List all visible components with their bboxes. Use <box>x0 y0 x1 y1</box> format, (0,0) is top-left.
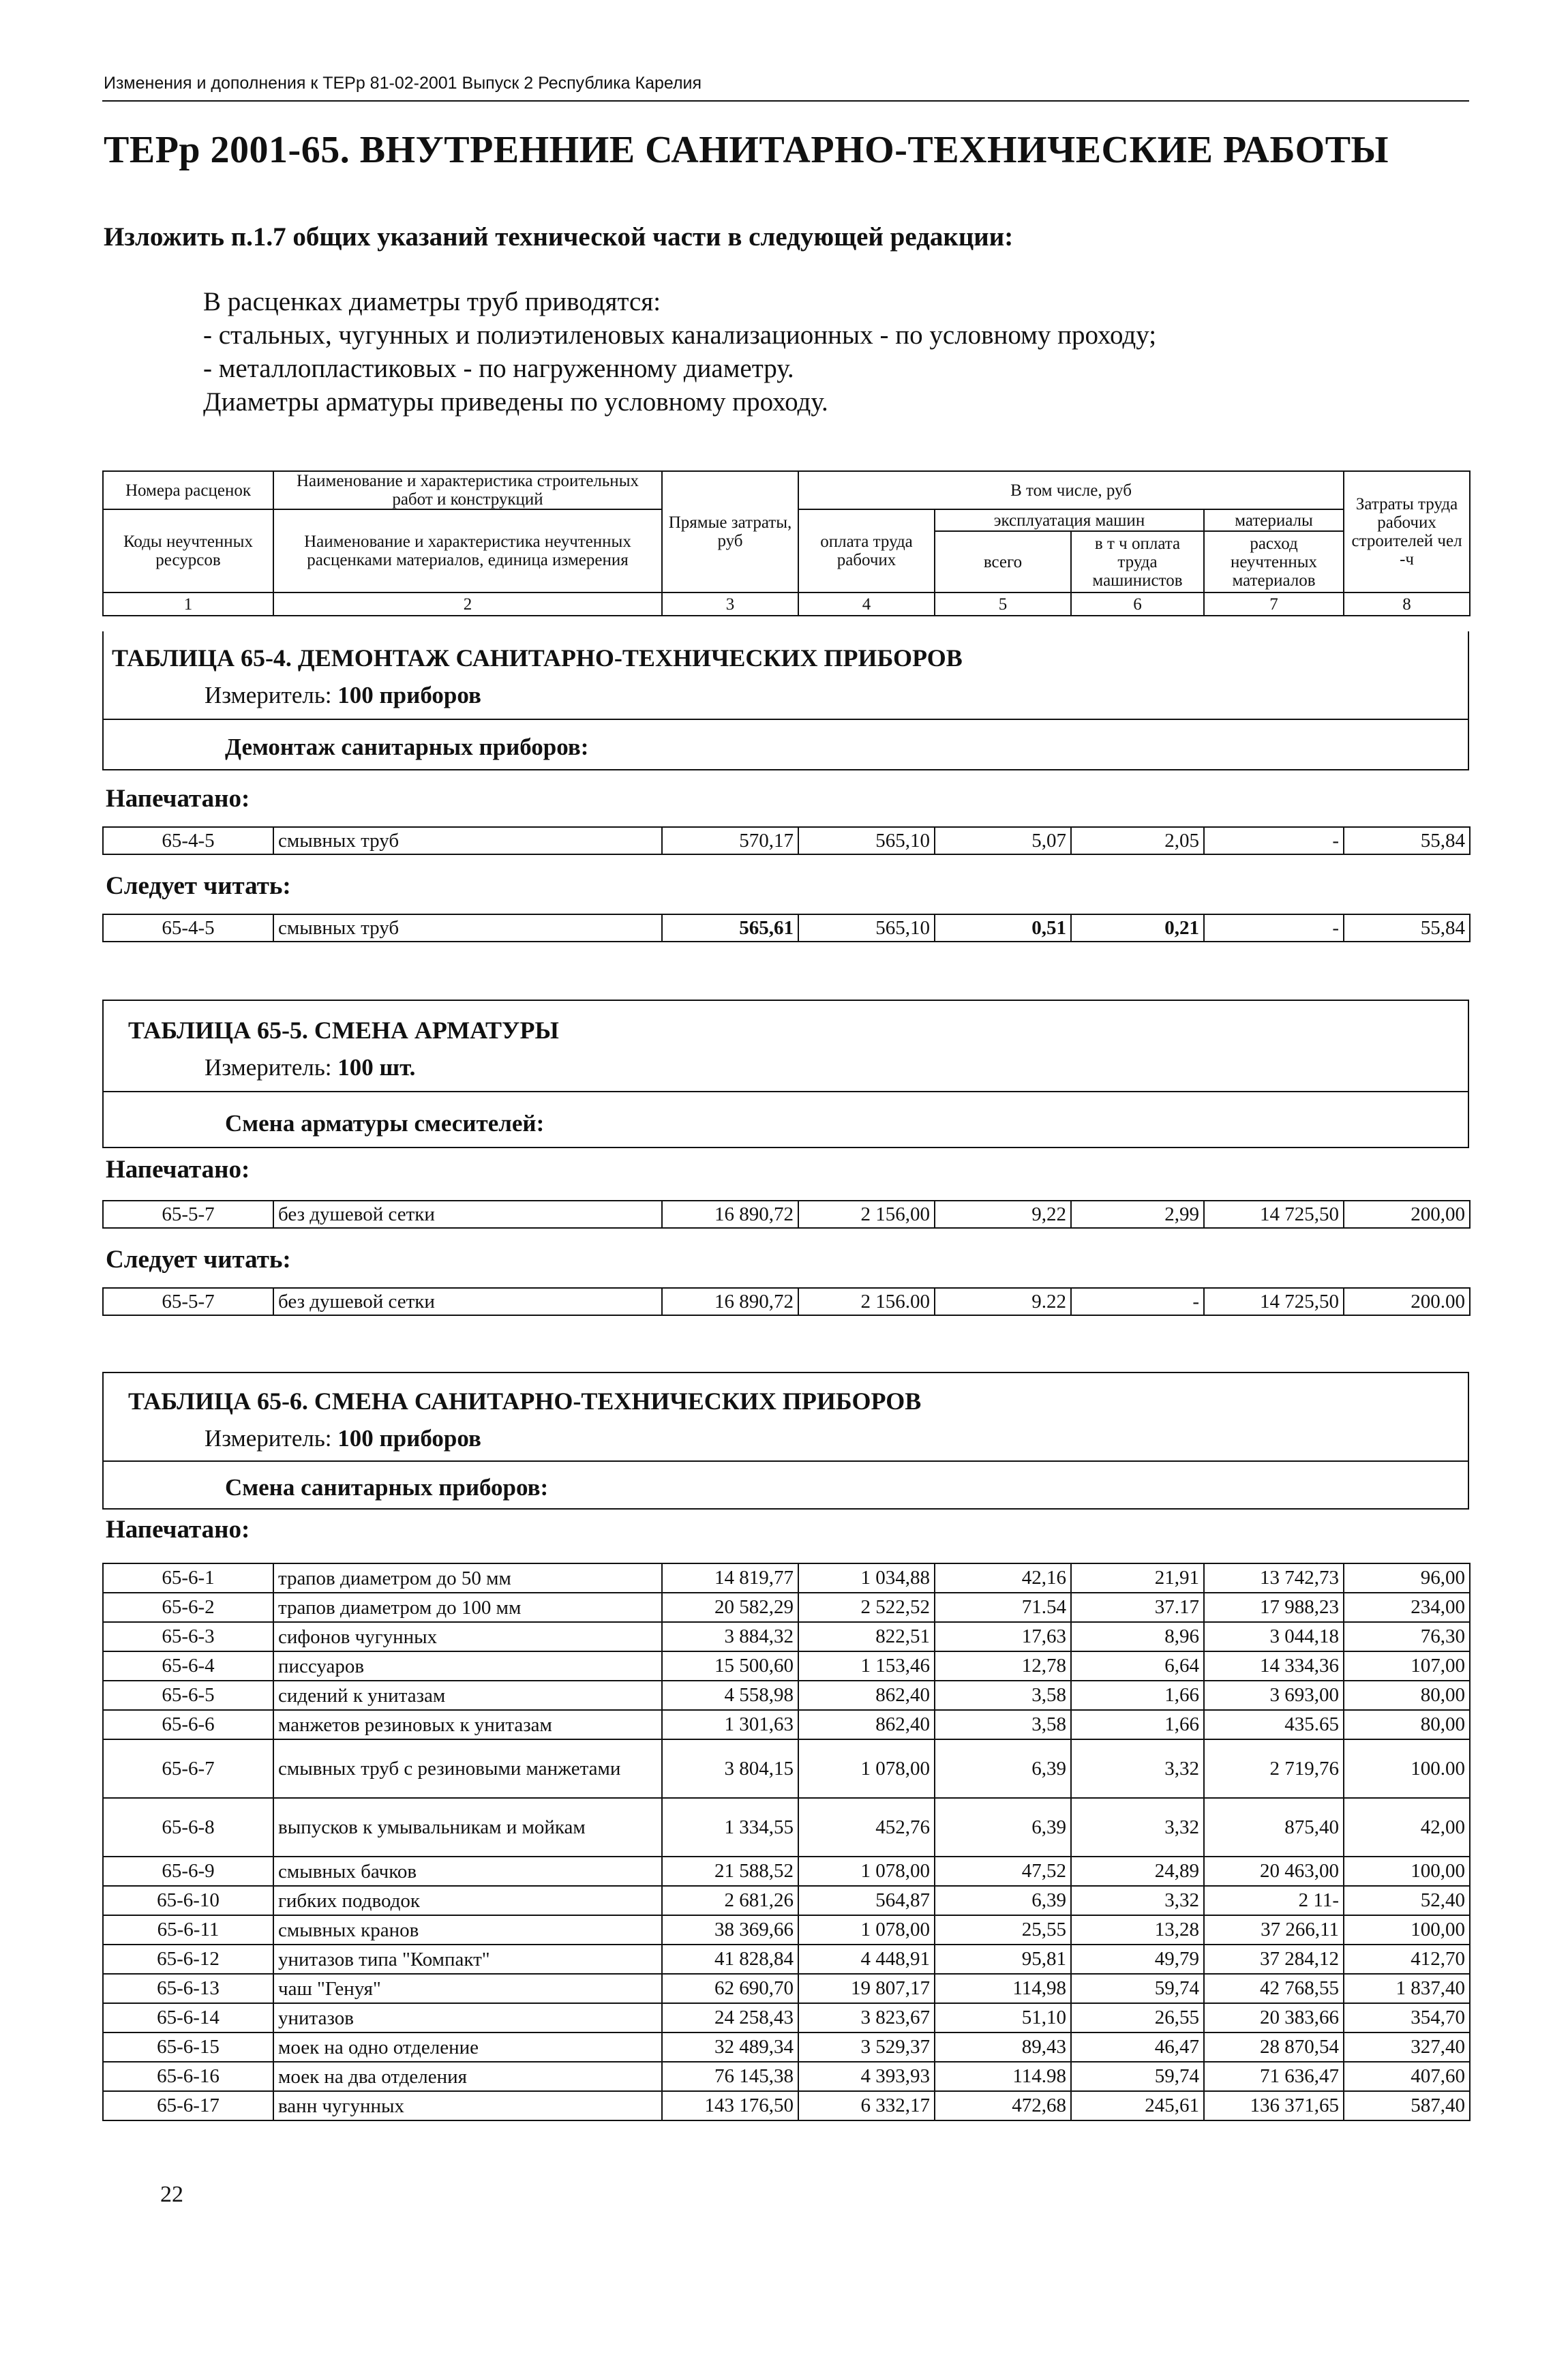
cell-labor-costs: 100.00 <box>1344 1739 1470 1798</box>
hdr-including: В том числе, руб <box>798 471 1344 509</box>
hdr-num: 1 <box>103 592 273 616</box>
cell-operator-wages: 13,28 <box>1071 1915 1204 1945</box>
cell-wages: 1 078,00 <box>798 1915 935 1945</box>
cell-rate-code: 65-6-3 <box>103 1622 273 1651</box>
cell-materials: 14 725,50 <box>1204 1288 1344 1315</box>
cell-machines-total: 114.98 <box>935 2062 1071 2091</box>
table-row <box>103 1886 1470 1915</box>
cell-labor-costs: 100,00 <box>1344 1915 1470 1945</box>
hdr-operator-wages: в т ч оплата труда машинистов <box>1071 531 1204 592</box>
cell-machines-total: 6,39 <box>935 1798 1071 1857</box>
cell-direct-costs: 41 828,84 <box>662 1945 798 1974</box>
cell-item-name: писсуаров <box>273 1651 662 1681</box>
cell-materials: 71 636,47 <box>1204 2062 1344 2091</box>
table-row <box>103 1915 1470 1945</box>
cell-direct-costs: 2 681,26 <box>662 1886 798 1915</box>
instruction-heading: Изложить п.1.7 общих указаний технической части в следующей редакции: <box>104 222 1014 252</box>
column-header-table <box>102 470 1471 616</box>
should-read-label: Следует читать: <box>106 1246 291 1274</box>
hdr-material-name: Наименование и характеристика неучтенных расценками материалов, единица измерения <box>273 509 662 592</box>
cell-materials: - <box>1204 827 1344 854</box>
cell-materials: 37 266,11 <box>1204 1915 1344 1945</box>
cell-wages: 565,10 <box>798 827 935 854</box>
cell-machines-total: 12,78 <box>935 1651 1071 1681</box>
cell-operator-wages: 245,61 <box>1071 2091 1204 2120</box>
cell-operator-wages: 3,32 <box>1071 1886 1204 1915</box>
cell-wages: 3 823,67 <box>798 2003 935 2032</box>
table-row <box>103 1622 1470 1651</box>
cell-rate-code: 65-6-17 <box>103 2091 273 2120</box>
hdr-num: 3 <box>662 592 798 616</box>
cell-wages: 822,51 <box>798 1622 935 1651</box>
table-65-4-printed-row <box>102 826 1471 855</box>
cell-item-name: выпусков к умывальникам и мойкам <box>273 1798 662 1857</box>
cell-wages: 862,40 <box>798 1710 935 1739</box>
cell-labor-costs: 327,40 <box>1344 2032 1470 2062</box>
hdr-direct-costs: Прямые затраты, руб <box>662 471 798 592</box>
cell-direct-costs: 20 582,29 <box>662 1593 798 1622</box>
cell-direct-costs: 76 145,38 <box>662 2062 798 2091</box>
hdr-num: 8 <box>1344 592 1470 616</box>
printed-label: Напечатано: <box>106 1156 250 1184</box>
cell-wages: 452,76 <box>798 1798 935 1857</box>
cell-operator-wages: 8,96 <box>1071 1622 1204 1651</box>
cell-operator-wages: 1,66 <box>1071 1681 1204 1710</box>
hdr-resource-codes: Коды неучтенных ресурсов <box>103 509 273 592</box>
cell-item-name: сифонов чугунных <box>273 1622 662 1651</box>
cell-operator-wages: 2,99 <box>1071 1201 1204 1228</box>
cell-rate-code: 65-6-9 <box>103 1857 273 1886</box>
hdr-labor-costs: Затраты труда рабочих строителей чел -ч <box>1344 471 1470 592</box>
cell-rate-code: 65-6-15 <box>103 2032 273 2062</box>
cell-labor-costs: 354,70 <box>1344 2003 1470 2032</box>
cell-wages: 4 448,91 <box>798 1945 935 1974</box>
printed-label: Напечатано: <box>106 785 250 813</box>
table-65-5-title: ТАБЛИЦА 65-5. СМЕНА АРМАТУРЫ <box>128 1017 559 1044</box>
cell-labor-costs: 55,84 <box>1344 914 1470 942</box>
cell-labor-costs: 200.00 <box>1344 1288 1470 1315</box>
table-65-5-printed-row <box>102 1200 1471 1229</box>
cell-machines-total: 71.54 <box>935 1593 1071 1622</box>
cell-rate-code: 65-6-14 <box>103 2003 273 2032</box>
paragraph-line: - стальных, чугунных и полиэтиленовых канализационных - по условному проходу; <box>203 320 1157 350</box>
cell-direct-costs: 15 500,60 <box>662 1651 798 1681</box>
cell-labor-costs: 80,00 <box>1344 1681 1470 1710</box>
table-row <box>103 2091 1470 2120</box>
cell-direct-costs: 16 890,72 <box>662 1288 798 1315</box>
cell-operator-wages: 21,91 <box>1071 1563 1204 1593</box>
cell-item-name: сидений к унитазам <box>273 1681 662 1710</box>
cell-wages: 2 156,00 <box>798 1201 935 1228</box>
printed-label: Напечатано: <box>106 1516 250 1544</box>
cell-rate-code: 65-6-4 <box>103 1651 273 1681</box>
hdr-num: 7 <box>1204 592 1344 616</box>
cell-operator-wages: 6,64 <box>1071 1651 1204 1681</box>
cell-direct-costs: 1 301,63 <box>662 1710 798 1739</box>
cell-direct-costs: 3 804,15 <box>662 1739 798 1798</box>
cell-labor-costs: 587,40 <box>1344 2091 1470 2120</box>
cell-machines-total: 0,51 <box>935 914 1071 942</box>
table-65-5-corrected-row <box>102 1287 1471 1316</box>
cell-rate-code: 65-6-1 <box>103 1563 273 1593</box>
cell-item-name: без душевой сетки <box>273 1288 662 1315</box>
cell-direct-costs: 14 819,77 <box>662 1563 798 1593</box>
table-65-6-rows <box>102 1563 1471 2121</box>
cell-direct-costs: 21 588,52 <box>662 1857 798 1886</box>
header-rule <box>102 100 1469 102</box>
cell-rate-code: 65-6-8 <box>103 1798 273 1857</box>
table-65-4-corrected-row <box>102 914 1471 942</box>
cell-materials: 17 988,23 <box>1204 1593 1344 1622</box>
table-65-4-box <box>102 631 1469 770</box>
cell-item-name: трапов диаметром до 50 мм <box>273 1563 662 1593</box>
hdr-num: 4 <box>798 592 935 616</box>
cell-operator-wages: - <box>1071 1288 1204 1315</box>
cell-machines-total: 114,98 <box>935 1974 1071 2003</box>
cell-labor-costs: 412,70 <box>1344 1945 1470 1974</box>
cell-direct-costs: 62 690,70 <box>662 1974 798 2003</box>
cell-direct-costs: 38 369,66 <box>662 1915 798 1945</box>
table-row <box>103 1974 1470 2003</box>
hdr-rate-number: Номера расценок <box>103 471 273 509</box>
cell-machines-total: 9.22 <box>935 1288 1071 1315</box>
cell-labor-costs: 42,00 <box>1344 1798 1470 1857</box>
table-65-4-title: ТАБЛИЦА 65-4. ДЕМОНТАЖ САНИТАРНО-ТЕХНИЧЕСКИХ ПРИБОРОВ <box>112 644 963 672</box>
cell-materials: 37 284,12 <box>1204 1945 1344 1974</box>
cell-operator-wages: 26,55 <box>1071 2003 1204 2032</box>
cell-operator-wages: 3,32 <box>1071 1739 1204 1798</box>
cell-direct-costs: 3 884,32 <box>662 1622 798 1651</box>
cell-direct-costs: 1 334,55 <box>662 1798 798 1857</box>
cell-operator-wages: 3,32 <box>1071 1798 1204 1857</box>
cell-labor-costs: 80,00 <box>1344 1710 1470 1739</box>
cell-machines-total: 3,58 <box>935 1710 1071 1739</box>
cell-rate-code: 65-5-7 <box>103 1288 273 1315</box>
hdr-num: 5 <box>935 592 1071 616</box>
cell-labor-costs: 107,00 <box>1344 1651 1470 1681</box>
paragraph-line: Диаметры арматуры приведены по условному проходу. <box>203 387 828 417</box>
table-row <box>103 1798 1470 1857</box>
cell-machines-total: 5,07 <box>935 827 1071 854</box>
cell-machines-total: 89,43 <box>935 2032 1071 2062</box>
table-row <box>103 1563 1470 1593</box>
table-65-6-section: Смена санитарных приборов: <box>225 1474 549 1501</box>
cell-operator-wages: 1,66 <box>1071 1710 1204 1739</box>
running-header: Изменения и дополнения к ТЕРр 81-02-2001 Выпуск 2 Республика Карелия <box>104 74 702 93</box>
cell-operator-wages: 59,74 <box>1071 2062 1204 2091</box>
table-row <box>103 1710 1470 1739</box>
cell-operator-wages: 2,05 <box>1071 827 1204 854</box>
cell-materials: 28 870,54 <box>1204 2032 1344 2062</box>
cell-materials: 2 719,76 <box>1204 1739 1344 1798</box>
cell-materials: 20 383,66 <box>1204 2003 1344 2032</box>
table-row <box>103 1651 1470 1681</box>
cell-rate-code: 65-4-5 <box>103 827 273 854</box>
hdr-materials-usage: расход неучтенных материалов <box>1204 531 1344 592</box>
cell-operator-wages: 0,21 <box>1071 914 1204 942</box>
cell-wages: 1 078,00 <box>798 1857 935 1886</box>
cell-rate-code: 65-6-13 <box>103 1974 273 2003</box>
cell-materials: 435.65 <box>1204 1710 1344 1739</box>
cell-item-name: без душевой сетки <box>273 1201 662 1228</box>
cell-wages: 19 807,17 <box>798 1974 935 2003</box>
cell-machines-total: 95,81 <box>935 1945 1071 1974</box>
cell-rate-code: 65-6-16 <box>103 2062 273 2091</box>
cell-machines-total: 51,10 <box>935 2003 1071 2032</box>
hdr-num: 2 <box>273 592 662 616</box>
hdr-materials: материалы <box>1204 509 1344 531</box>
table-row <box>103 2032 1470 2062</box>
cell-wages: 6 332,17 <box>798 2091 935 2120</box>
table-row <box>103 1945 1470 1974</box>
cell-labor-costs: 100,00 <box>1344 1857 1470 1886</box>
cell-labor-costs: 1 837,40 <box>1344 1974 1470 2003</box>
cell-item-name: смывных труб <box>273 827 662 854</box>
cell-labor-costs: 52,40 <box>1344 1886 1470 1915</box>
table-65-5-box <box>102 1000 1469 1148</box>
paragraph-line: - металлопластиковых - по нагруженному диаметру. <box>203 354 794 383</box>
cell-machines-total: 47,52 <box>935 1857 1071 1886</box>
cell-rate-code: 65-6-5 <box>103 1681 273 1710</box>
cell-rate-code: 65-6-6 <box>103 1710 273 1739</box>
hdr-wages: оплата труда рабочих <box>798 509 935 592</box>
cell-wages: 565,10 <box>798 914 935 942</box>
cell-operator-wages: 24,89 <box>1071 1857 1204 1886</box>
cell-wages: 862,40 <box>798 1681 935 1710</box>
cell-machines-total: 6,39 <box>935 1739 1071 1798</box>
cell-materials: 136 371,65 <box>1204 2091 1344 2120</box>
cell-item-name: смывных кранов <box>273 1915 662 1945</box>
cell-wages: 4 393,93 <box>798 2062 935 2091</box>
table-65-4-section: Демонтаж санитарных приборов: <box>225 734 589 760</box>
cell-direct-costs: 24 258,43 <box>662 2003 798 2032</box>
hdr-work-name: Наименование и характеристика строительных работ и конструкций <box>273 471 662 509</box>
cell-rate-code: 65-5-7 <box>103 1201 273 1228</box>
should-read-label: Следует читать: <box>106 872 291 900</box>
cell-materials: 875,40 <box>1204 1798 1344 1857</box>
table-row <box>103 2003 1470 2032</box>
table-65-6-meter: Измеритель: 100 приборов <box>205 1425 481 1452</box>
cell-item-name: моек на два отделения <box>273 2062 662 2091</box>
cell-direct-costs: 16 890,72 <box>662 1201 798 1228</box>
cell-operator-wages: 59,74 <box>1071 1974 1204 2003</box>
table-65-6-title: ТАБЛИЦА 65-6. СМЕНА САНИТАРНО-ТЕХНИЧЕСКИХ ПРИБОРОВ <box>128 1388 922 1415</box>
cell-materials: 2 11- <box>1204 1886 1344 1915</box>
table-row <box>103 1593 1470 1622</box>
cell-machines-total: 3,58 <box>935 1681 1071 1710</box>
cell-item-name: унитазов типа "Компакт" <box>273 1945 662 1974</box>
cell-wages: 3 529,37 <box>798 2032 935 2062</box>
table-65-5-meter: Измеритель: 100 шт. <box>205 1054 416 1081</box>
cell-machines-total: 6,39 <box>935 1886 1071 1915</box>
cell-machines-total: 472,68 <box>935 2091 1071 2120</box>
cell-materials: 14 725,50 <box>1204 1201 1344 1228</box>
cell-operator-wages: 49,79 <box>1071 1945 1204 1974</box>
cell-materials: 3 044,18 <box>1204 1622 1344 1651</box>
table-row <box>103 1681 1470 1710</box>
cell-materials: 13 742,73 <box>1204 1563 1344 1593</box>
cell-direct-costs: 32 489,34 <box>662 2032 798 2062</box>
cell-item-name: трапов диаметром до 100 мм <box>273 1593 662 1622</box>
cell-machines-total: 42,16 <box>935 1563 1071 1593</box>
cell-operator-wages: 46,47 <box>1071 2032 1204 2062</box>
cell-item-name: чаш "Генуя" <box>273 1974 662 2003</box>
cell-labor-costs: 200,00 <box>1344 1201 1470 1228</box>
cell-item-name: гибких подводок <box>273 1886 662 1915</box>
cell-wages: 1 034,88 <box>798 1563 935 1593</box>
table-65-5-section: Смена арматуры смесителей: <box>225 1110 545 1137</box>
cell-item-name: манжетов резиновых к унитазам <box>273 1710 662 1739</box>
cell-materials: 20 463,00 <box>1204 1857 1344 1886</box>
cell-materials: - <box>1204 914 1344 942</box>
cell-rate-code: 65-6-7 <box>103 1739 273 1798</box>
cell-wages: 564,87 <box>798 1886 935 1915</box>
table-row <box>103 2062 1470 2091</box>
page-title: ТЕРр 2001-65. ВНУТРЕННИЕ САНИТАРНО-ТЕХНИЧЕСКИЕ РАБОТЫ <box>104 129 1389 171</box>
cell-item-name: смывных труб с резиновыми манжетами <box>273 1739 662 1798</box>
cell-labor-costs: 96,00 <box>1344 1563 1470 1593</box>
cell-direct-costs: 570,17 <box>662 827 798 854</box>
cell-rate-code: 65-6-2 <box>103 1593 273 1622</box>
cell-labor-costs: 407,60 <box>1344 2062 1470 2091</box>
cell-rate-code: 65-6-10 <box>103 1886 273 1915</box>
cell-wages: 2 156.00 <box>798 1288 935 1315</box>
cell-machines-total: 9,22 <box>935 1201 1071 1228</box>
cell-rate-code: 65-6-12 <box>103 1945 273 1974</box>
cell-wages: 1 153,46 <box>798 1651 935 1681</box>
cell-wages: 1 078,00 <box>798 1739 935 1798</box>
cell-materials: 42 768,55 <box>1204 1974 1344 2003</box>
cell-item-name: унитазов <box>273 2003 662 2032</box>
table-65-4-meter: Измеритель: 100 приборов <box>205 682 481 708</box>
cell-item-name: ванн чугунных <box>273 2091 662 2120</box>
cell-item-name: моек на одно отделение <box>273 2032 662 2062</box>
cell-operator-wages: 37.17 <box>1071 1593 1204 1622</box>
hdr-machines: эксплуатация машин <box>935 509 1204 531</box>
cell-rate-code: 65-4-5 <box>103 914 273 942</box>
cell-labor-costs: 234,00 <box>1344 1593 1470 1622</box>
hdr-machines-total: всего <box>935 531 1071 592</box>
cell-materials: 3 693,00 <box>1204 1681 1344 1710</box>
table-65-6-box <box>102 1372 1469 1510</box>
paragraph-line: В расценках диаметры труб приводятся: <box>203 287 661 316</box>
instruction-paragraph <box>203 285 1156 419</box>
cell-item-name: смывных труб <box>273 914 662 942</box>
cell-wages: 2 522,52 <box>798 1593 935 1622</box>
cell-labor-costs: 76,30 <box>1344 1622 1470 1651</box>
table-row <box>103 1857 1470 1886</box>
page-number: 22 <box>160 2182 183 2207</box>
cell-rate-code: 65-6-11 <box>103 1915 273 1945</box>
cell-direct-costs: 4 558,98 <box>662 1681 798 1710</box>
cell-materials: 14 334,36 <box>1204 1651 1344 1681</box>
cell-machines-total: 25,55 <box>935 1915 1071 1945</box>
table-row <box>103 1739 1470 1798</box>
cell-direct-costs: 143 176,50 <box>662 2091 798 2120</box>
cell-item-name: смывных бачков <box>273 1857 662 1886</box>
cell-machines-total: 17,63 <box>935 1622 1071 1651</box>
hdr-num: 6 <box>1071 592 1204 616</box>
cell-direct-costs: 565,61 <box>662 914 798 942</box>
cell-labor-costs: 55,84 <box>1344 827 1470 854</box>
